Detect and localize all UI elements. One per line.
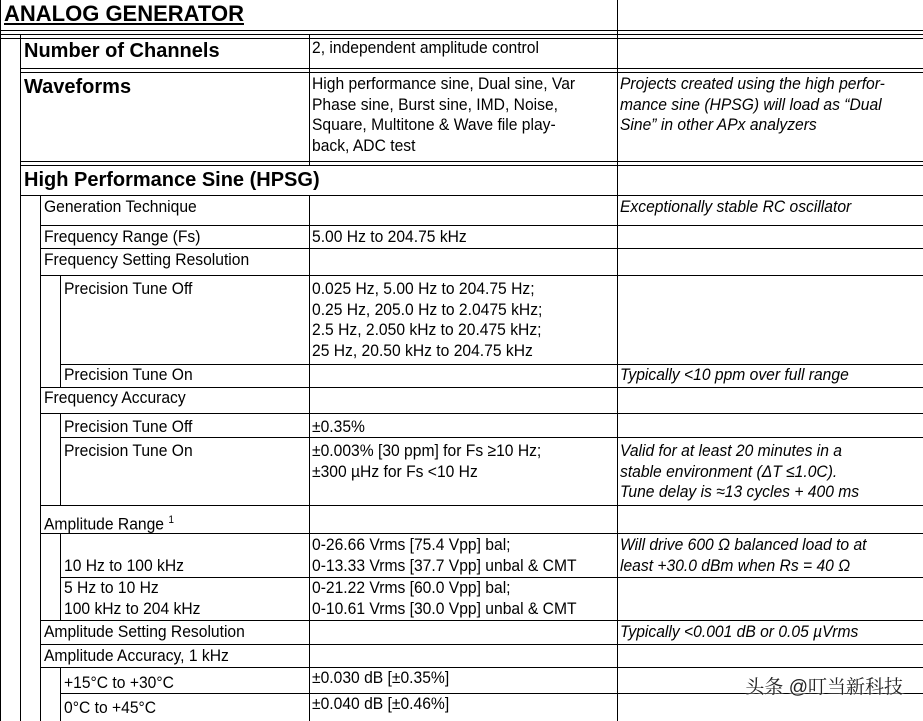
row-value: ±0.003% [30 ppm] for Fs ≥10 Hz; ±300 µHz for Fs <10 Hz: [312, 441, 542, 481]
row-note: Projects created using the high perfor- mance sine (HPSG) will load as “Dual Sine” in other APx analyzers: [620, 74, 885, 134]
row-label: Frequency Range (Fs): [44, 227, 201, 246]
row-label: Generation Technique: [44, 197, 197, 216]
row-value: High performance sine, Dual sine, Var Phase sine, Burst sine, IMD, Noise, Square, Multitone & Wave file play- back, ADC test: [312, 74, 576, 155]
row-value: 0-26.66 Vrms [75.4 Vpp] bal; 0-13.33 Vrms [37.7 Vpp] unbal & CMT: [312, 535, 577, 575]
row-label: Precision Tune Off: [64, 417, 193, 436]
row-value: ±0.030 dB [±0.35%]: [312, 668, 450, 687]
row-note: Valid for at least 20 minutes in a stable environment (ΔT ≤1.0C). Tune delay is ≈13 cycles + 400 ms: [620, 441, 860, 501]
row-label: Amplitude Accuracy, 1 kHz: [44, 646, 229, 665]
row-value: ±0.040 dB [±0.46%]: [312, 694, 450, 713]
row-label: Frequency Accuracy: [44, 388, 186, 407]
row-label: 10 Hz to 100 kHz: [64, 556, 184, 575]
row-value: 5.00 Hz to 204.75 kHz: [312, 227, 467, 246]
row-label: Amplitude Range $^1$: [44, 514, 174, 534]
page-title: ANALOG GENERATOR: [4, 1, 244, 26]
row-value: 0.025 Hz, 5.00 Hz to 204.75 Hz; 0.25 Hz, 205.0 Hz to 2.0475 kHz; 2.5 Hz, 2.050 kHz to 20.475 kHz; 25 Hz, 20.50 kHz to 204.75 kHz: [312, 279, 543, 360]
row-value: ±0.35%: [312, 417, 365, 436]
section-heading: High Performance Sine (HPSG): [24, 169, 320, 191]
row-label: Precision Tune On: [64, 365, 193, 384]
row-label: Number of Channels: [24, 40, 220, 62]
row-value: 2, independent amplitude control: [312, 38, 539, 57]
row-note: Will drive 600 Ω balanced load to at least +30.0 dBm when Rs = 40 Ω: [620, 535, 867, 575]
row-note: Exceptionally stable RC oscillator: [620, 197, 852, 216]
row-label: +15°C to +30°C: [64, 673, 174, 692]
row-label: Amplitude Setting Resolution: [44, 622, 245, 641]
row-note: Typically <10 ppm over full range: [620, 365, 849, 384]
row-value: 0-21.22 Vrms [60.0 Vpp] bal; 0-10.61 Vrms [30.0 Vpp] unbal & CMT: [312, 578, 577, 618]
row-label: 0°C to +45°C: [64, 698, 157, 717]
row-label: Frequency Setting Resolution: [44, 250, 250, 269]
row-note: Typically <0.001 dB or 0.05 µVrms: [620, 622, 859, 641]
watermark: 头条 @叮当新科技: [745, 677, 903, 698]
row-label: Precision Tune On: [64, 441, 193, 460]
row-label: 5 Hz to 10 Hz 100 kHz to 204 kHz: [64, 578, 201, 618]
row-label: Waveforms: [24, 76, 132, 98]
row-label: Precision Tune Off: [64, 279, 193, 298]
